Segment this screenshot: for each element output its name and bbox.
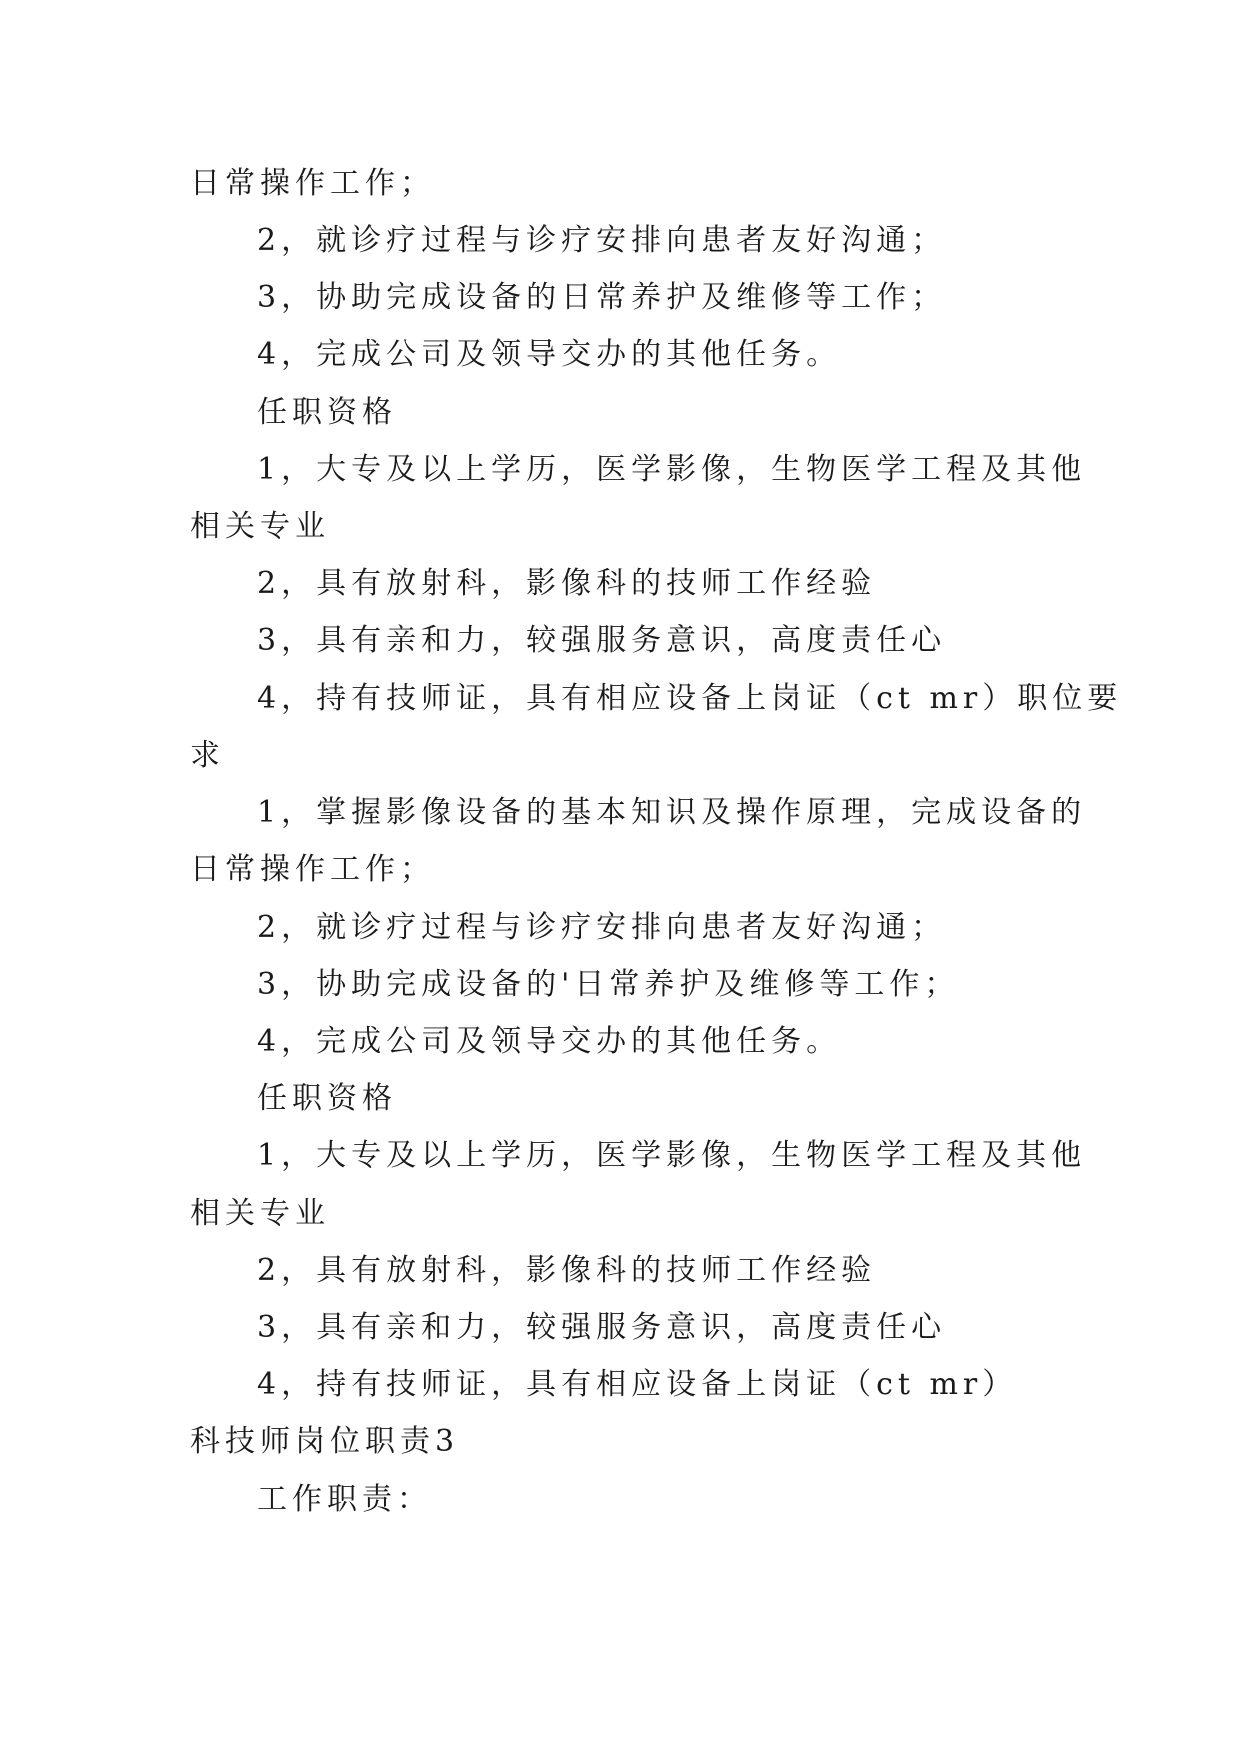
list-item: 4，持有技师证，具有相应设备上岗证（ct mr） (257, 1367, 1018, 1402)
list-item: 2，就诊疗过程与诊疗安排向患者友好沟通； (257, 910, 947, 945)
list-item: 4，完成公司及领导交办的其他任务。 (257, 337, 842, 372)
list-item: 2，具有放射科，影像科的技师工作经验 (257, 566, 877, 601)
section-heading: 任职资格 (257, 395, 397, 430)
paragraph-continuation: 相关专业 (190, 509, 330, 544)
paragraph-continuation: 日常操作工作； (190, 852, 435, 887)
list-item: 4，持有技师证，具有相应设备上岗证（ct mr）职位要 (257, 681, 1123, 716)
section-heading: 工作职责： (257, 1482, 432, 1517)
list-item: 2，就诊疗过程与诊疗安排向患者友好沟通； (257, 223, 947, 258)
paragraph-continuation: 日常操作工作； (190, 166, 435, 201)
paragraph-continuation: 相关专业 (190, 1196, 330, 1231)
list-item: 2，具有放射科，影像科的技师工作经验 (257, 1253, 877, 1288)
list-item: 3，协助完成设备的日常养护及维修等工作； (257, 280, 947, 315)
list-item: 1，大专及以上学历，医学影像，生物医学工程及其他 (257, 1138, 1087, 1173)
list-item: 3，具有亲和力，较强服务意识，高度责任心 (257, 1310, 947, 1345)
section-title: 科技师岗位职责3 (190, 1424, 460, 1459)
list-item: 1，掌握影像设备的基本知识及操作原理，完成设备的 (257, 795, 1087, 830)
section-heading: 任职资格 (257, 1081, 397, 1116)
list-item: 3，具有亲和力，较强服务意识，高度责任心 (257, 623, 947, 658)
list-item: 3，协助完成设备的'日常养护及维修等工作； (257, 967, 960, 1002)
paragraph-continuation: 求 (190, 738, 225, 773)
list-item: 1，大专及以上学历，医学影像，生物医学工程及其他 (257, 452, 1087, 487)
list-item: 4，完成公司及领导交办的其他任务。 (257, 1024, 842, 1059)
